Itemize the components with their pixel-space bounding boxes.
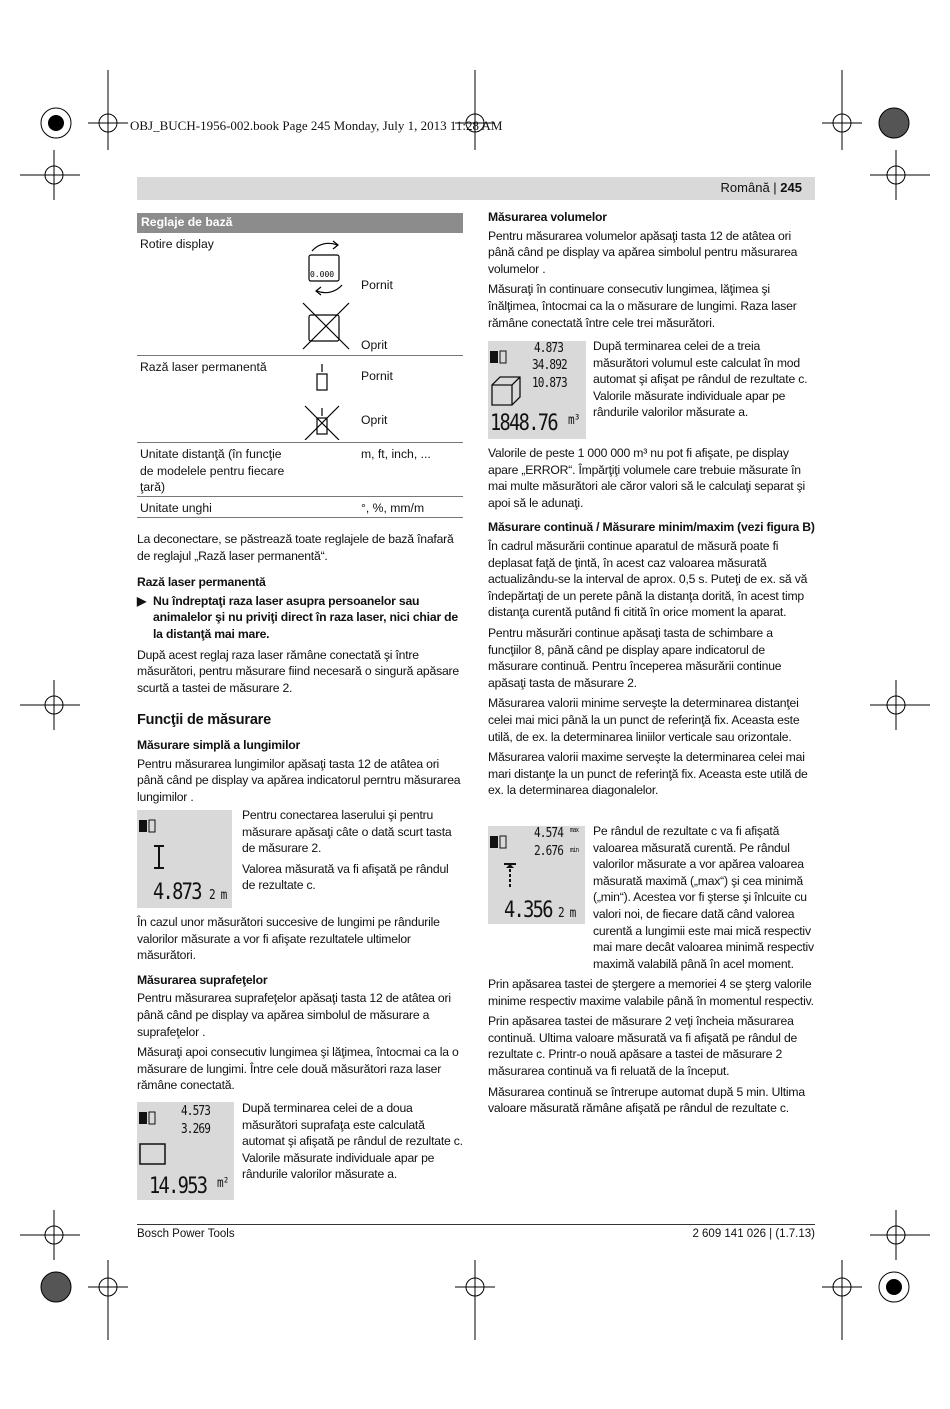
area-text	[242, 1100, 464, 1187]
running-head	[137, 177, 815, 200]
lcd-value-a3: 10.873	[532, 376, 567, 391]
paragraph: Prin apăsarea tastei de măsurare 2 veţi încheia măsurarea continuă. Ultima valoare măsurată va fi afişată pe rândul de rezultate c. Printr-o nouă apăsare a tastei de măsurare 2 măsurarea continuă va fi reluată de la început.	[488, 1014, 798, 1078]
lcd-area	[137, 1102, 234, 1200]
lcd-minmax	[488, 826, 585, 924]
table-row	[137, 356, 463, 443]
length-icon	[139, 816, 229, 876]
heading: Rază laser permanentă	[137, 575, 266, 590]
page-number: 245	[780, 180, 802, 195]
lcd-unit: m³	[568, 413, 580, 428]
row-label: Unitate unghi	[140, 501, 212, 515]
row-label: Rază laser permanentă	[140, 360, 267, 374]
paragraph: După terminarea celei de a treia măsurători volumul este calculat în mod automat şi afişat pe rândul de rezultate c. Valorile măsurate individuale apar pe rândurile valorilor măsurate a.	[593, 339, 808, 420]
display-icon-text: 0.000	[310, 270, 335, 279]
section-title: Funcţii de măsurare	[137, 712, 271, 729]
table-row	[137, 443, 463, 497]
volume-text	[593, 338, 815, 425]
paragraph: Pentru conectarea laserului şi pentru măsurare apăsaţi câte o dată scurt tasta de măsurare 2.	[242, 808, 452, 856]
area-icon	[139, 1108, 169, 1168]
value-on: Pornit	[361, 369, 393, 383]
left-column	[137, 531, 463, 809]
paragraph: Pentru măsurarea lungimilor apăsaţi tasta 12 de atâtea ori până când pe display va apărea indicatorul perntru măsurarea lungimilor .	[137, 756, 461, 804]
paragraph: Prin apăsarea tastei de ştergere a memoriei 4 se şterg valorile minime respectiv maxime valabile până în momentul respectiv.	[488, 977, 814, 1008]
laser-permanent-icon	[297, 360, 347, 440]
lcd-value-a2: 3.269	[181, 1122, 211, 1137]
row-label: Rotire display	[140, 237, 214, 251]
right-column-2	[488, 445, 815, 803]
basic-settings-table	[137, 213, 463, 518]
volume-icon	[490, 347, 524, 411]
table-row	[137, 497, 463, 518]
paragraph: În cazul unor măsurători succesive de lungimi pe rândurile valorilor măsurate a vor fi afişate rezultatele ultimelor măsurători.	[137, 915, 440, 963]
lcd-volume	[488, 341, 586, 439]
lcd-min-value: 2.676	[534, 844, 564, 859]
paragraph: Pentru măsurarea suprafeţelor apăsaţi tasta 12 de atâtea ori până când pe display va apărea simbolul de măsurare a suprafeţelor .	[137, 991, 451, 1039]
table-row	[137, 233, 463, 356]
heading: Măsurarea suprafeţelor	[137, 972, 268, 987]
lcd-max-label: max	[570, 826, 579, 834]
heading: Măsurarea volumelor	[488, 210, 607, 224]
lcd-unit: m²	[217, 1176, 229, 1191]
lcd-min-label: min	[570, 846, 579, 854]
file-header: OBJ_BUCH-1956-002.book Page 245 Monday, July 1, 2013 11:28 AM	[130, 118, 503, 133]
lcd-value-a1: 4.573	[181, 1104, 211, 1119]
paragraph: Pentru măsurarea volumelor apăsaţi tasta 12 de atâtea ori până când pe display va apărea simbolul pentru măsurarea volumelor .	[488, 228, 798, 276]
paragraph: Pe rândul de rezultate c va fi afişată valoarea măsurată curentă. Pe rândul valorilor măsurate a vor apărea valoarea măsurată maximă („max“) şi cea minimă („min“). Acestea vor fi şterse şi înlcuite cu valori noi, de fiecare dată când valorea curentă a lungimii este mai mică respectiv mai mare decât valoarea minimă respectiv maximă valabilă până în acel moment.	[593, 824, 814, 971]
lcd-result: 14.953	[149, 1174, 207, 1199]
paragraph: În cadrul măsurării continue aparatul de măsură poate fi deplasat faţă de ţintă, în acest caz valoarea măsurată actualizându-se la interval de aprox. 0,5 s. Puteţi de ex. să vă îndepărtaţi de un perete până la distanţa dorită, în acest timp distanţa curentă putând fi citită în orice moment la aparat.	[488, 538, 808, 620]
page-footer	[137, 1224, 815, 1240]
paragraph: După acest reglaj raza laser rămâne conectată şi între măsurători, pentru măsurare fiind necesară o singură apăsare scurtă a tastei de măsurare 2.	[137, 647, 459, 695]
paragraph: Măsurarea valorii minime serveşte la determinarea distanţei celei mai mici până la un punct de referinţă fix. Aceasta este utilă, de ex. la determinarea liniilor verticale sau orizontale.	[488, 696, 800, 744]
running-head-lang: Română	[720, 180, 770, 195]
row-label: Unitate distanţă (în funcţie de modelele pentru fiecare ţară)	[140, 447, 285, 495]
paragraph: Măsurarea valorii maxime serveşte la determinarea celei mai mari distanţe la un punct de referinţă fix. Aceasta este utilă de ex. la determinarea diagonalelor.	[488, 750, 808, 798]
warning: ▶ Nu îndreptaţi raza laser asupra persoanelor sau animalelor şi nu priviţi direct în raza laser, nici chiar de la distanţă mai mare.	[137, 593, 458, 641]
lcd-max-value: 4.574	[534, 826, 564, 841]
paragraph: Măsuraţi în continuare consecutiv lungimea, lăţimea şi înălţimea, întocmai ca la o măsurare de lungimi. Raza laser rămâne conectată între cele trei măsurători.	[488, 282, 797, 330]
heading: Măsurare continuă / Măsurare minim/maxim (vezi figura B)	[488, 520, 815, 535]
continuous-icon	[490, 832, 520, 892]
paragraph: Măsurarea continuă se întrerupe automat după 5 min. Ultima valoare măsurată rămâne afişată pe rândul de rezultate c.	[488, 1084, 805, 1116]
lcd-result: 4.873	[153, 880, 201, 905]
lcd-unit: 2 m	[209, 888, 227, 903]
footer-right: 2 609 141 026 | (1.7.13)	[692, 1228, 815, 1240]
lcd-unit: 2 m	[558, 906, 576, 921]
paragraph: La deconectare, se păstrează toate reglajele de bază înafară de reglajul „Rază laser permanentă“.	[137, 532, 454, 563]
lcd-value-a1: 4.873	[534, 341, 564, 356]
running-head-sep: |	[769, 180, 781, 195]
heading: Măsurare simplă a lungimilor	[137, 737, 301, 752]
right-column-3	[488, 976, 815, 1121]
table-title: Reglaje de bază	[137, 213, 463, 233]
lcd-value-a2: 34.892	[532, 358, 567, 373]
paragraph: După terminarea celei de a doua măsurători suprafaţa este calculată automat şi afişată pe rândul de rezultate c. Valorile măsurate individuale apar pe rândurile valorilor măsurate a.	[242, 1101, 463, 1182]
row-value: m, ft, inch, ...	[361, 447, 431, 461]
paragraph: Valorea măsurată va fi afişată pe rândul de rezultate c.	[242, 861, 449, 893]
minmax-text	[593, 823, 815, 972]
value-on: Pornit	[361, 278, 393, 292]
lcd-length	[137, 810, 232, 908]
left-column-2	[137, 914, 463, 1098]
right-column	[488, 209, 815, 335]
value-off: Oprit	[361, 338, 388, 352]
length-text	[242, 807, 464, 898]
display-rotate-icon	[297, 237, 355, 351]
lcd-result: 4.356	[504, 898, 552, 923]
lcd-result: 1848.76	[490, 411, 557, 436]
row-value: °, %, mm/m	[361, 501, 425, 515]
value-off: Oprit	[361, 413, 388, 427]
paragraph: Pentru măsurări continue apăsaţi tasta de schimbare a funcţiilor 8, până când pe display apare indicatorul de măsurare continuă. Pentru începerea măsurării continue apăsaţi tasta de măsurare 2.	[488, 625, 782, 690]
paragraph: Măsuraţi apoi consecutiv lungimea şi lăţimea, întocmai ca la o măsurare de lungimi. Între cele două măsurători raza laser rămâne conectată.	[137, 1045, 459, 1093]
paragraph: Valorile de peste 1 000 000 m³ nu pot fi afişate, pe display apare „ERROR“. Împărţiţi volumele care trebuie măsurate în mai multe măsurători ale căror valori să le calculaţi separat şi apoi să le adunaţi.	[488, 446, 806, 510]
footer-left: Bosch Power Tools	[137, 1228, 235, 1240]
